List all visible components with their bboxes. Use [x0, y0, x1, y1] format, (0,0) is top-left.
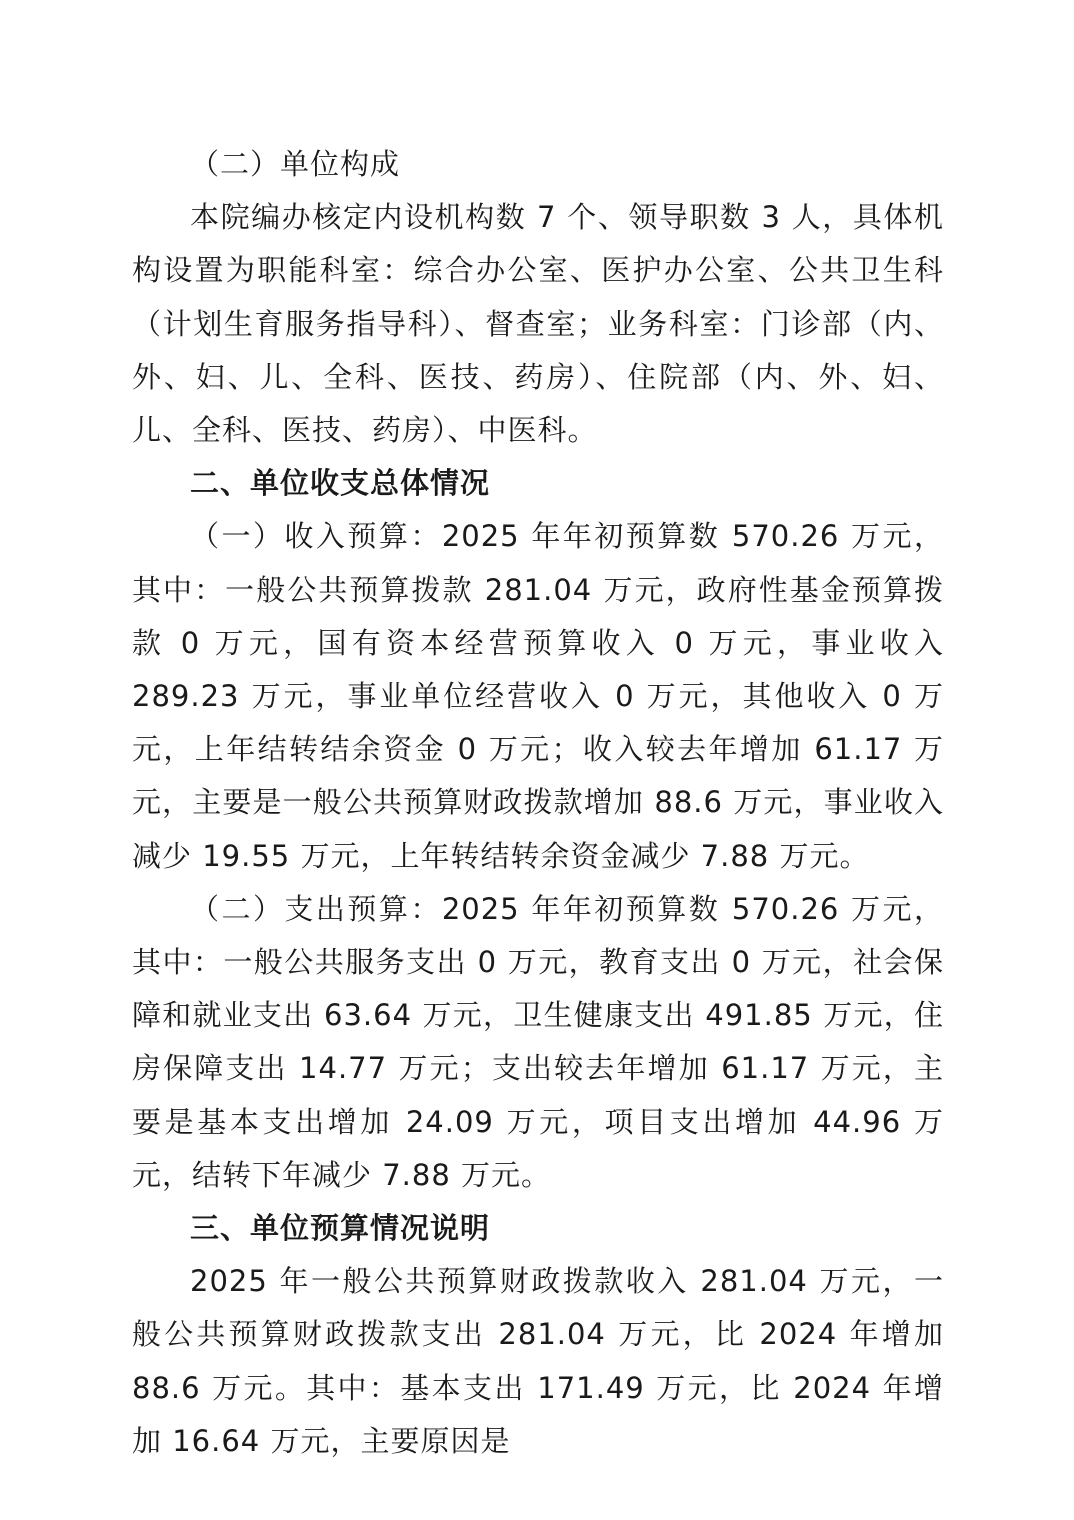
section-heading-budget-explanation: 三、单位预算情况说明: [190, 1211, 491, 1246]
paragraph-expenditure-budget: （二）支出预算：2025 年年初预算数 570.26 万元，其中：一般公共服务支出 0 万元，教育支出 0 万元，社会保障和就业支出 63.64 万元，卫生健康支出 491.85 万元，住房保障支出 14.77 万元；支出较去年增加 61.17 万元，主要是基本支出增加 24.09 万元，项目支出增加 44.96 万元，结转下年减少 7.88 万元。: [132, 891, 944, 1192]
subsection-title-unit-composition: （二）单位构成: [190, 147, 401, 181]
paragraph-budget-explanation: 2025 年一般公共预算财政拨款收入 281.04 万元，一般公共预算财政拨款支出 281.04 万元，比 2024 年增加 88.6 万元。其中：基本支出 171.49 万元，比 2024 年增加 16.64 万元，主要原因是: [132, 1264, 944, 1458]
section-heading-income-expenditure: 二、单位收支总体情况: [190, 466, 491, 501]
document-body: [132, 138, 944, 1468]
paragraph-unit-composition: 本院编办核定内设机构数 7 个、领导职数 3 人，具体机构设置为职能科室：综合办公室、医护办公室、公共卫生科（计划生育服务指导科）、督查室；业务科室：门诊部（内、外、妇、儿、全科、医技、药房）、住院部（内、外、妇、儿、全科、医技、药房）、中医科。: [132, 200, 944, 448]
paragraph-income-budget: （一）收入预算：2025 年年初预算数 570.26 万元，其中：一般公共预算拨款 281.04 万元，政府性基金预算拨款 0 万元，国有资本经营预算收入 0 万元，事业收入 289.23 万元，事业单位经营收入 0 万元，其他收入 0 万元，上年结转结余资金 0 万元；收入较去年增加 61.17 万元，主要是一般公共预算财政拨款增加 88.6 万元，事业收入减少 19.55 万元，上年转结转余资金减少 7.88 万元。: [132, 519, 944, 873]
